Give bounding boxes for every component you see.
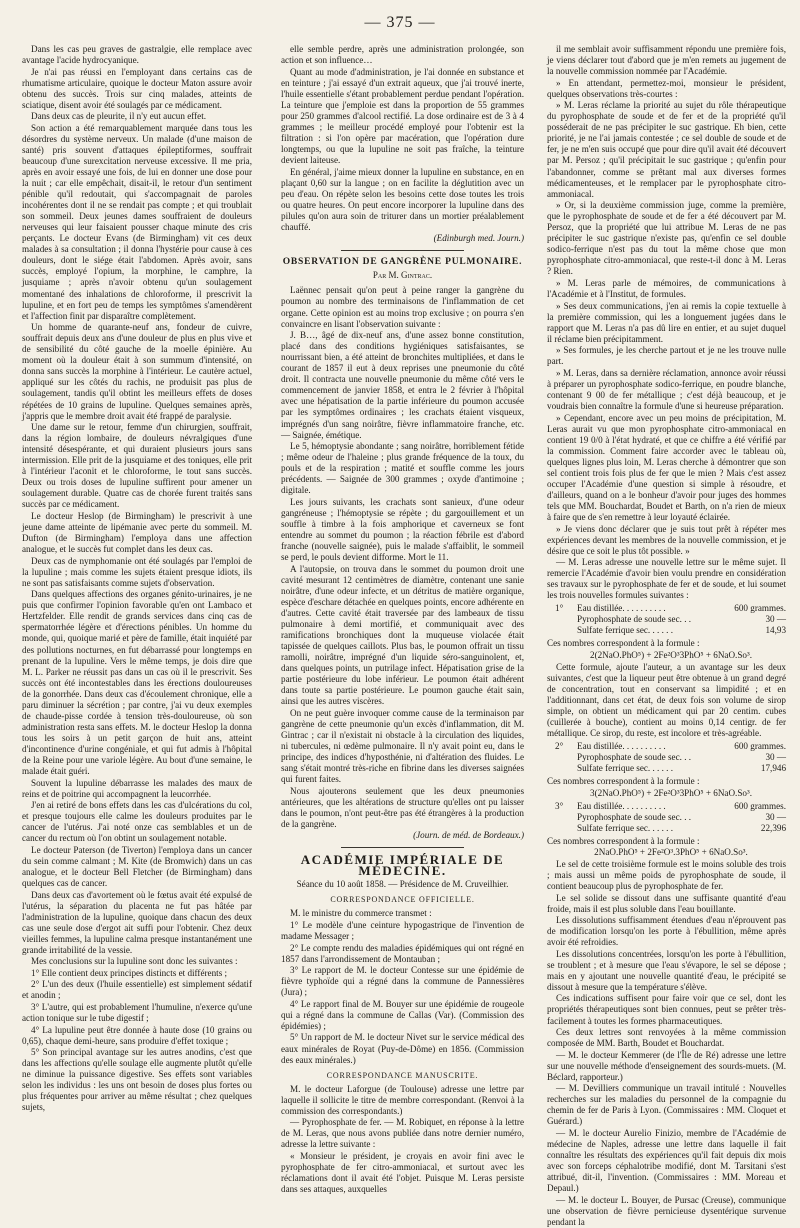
recipe-row — [555, 625, 786, 636]
paragraph: J. B…, âgé de dix-neuf ans, d'une assez bonne constitution, placé dans des conditions hygiéniques satisfaisantes, se nourrissant bien, a été atteint de bronchites multipliées, et dans le courant de 1857 il eut à deux reprises une pneumonie du côté droit. Il contracta une nouvelle pneumonie du même côté vers le commencement de janvier 1858, et entra le 2 février à l'hôpital avec une hépatisation de la partie inférieure du poumon accusée par les symptômes ordinaires ; les crachats étaient visqueux, imprégnés d'un sang noirâtre, fièvre inflammatoire franche, etc. — Saignée, émétique. — [281, 330, 524, 440]
paragraph: Souvent la lupuline débarrasse les malades des maux de reins et de poitrine qui accompagnent la leucorrhée. — [22, 777, 252, 799]
correspondence-item: « Monsieur le président, je croyais en avoir fini avec le pyrophosphate de fer citro-ammoniacal, et surtout avec les réclamations dont il avait été l'objet. Puisque M. Leras persiste dans ses attaques, auxquelles — [281, 1150, 524, 1195]
formula-recipe — [555, 801, 786, 834]
leras-letter-continued — [547, 859, 786, 1228]
conclusion-item: 5° Son principal avantage sur les autres anodins, c'est que dans les affections qu'elle soulage elle augmente plutôt qu'elle ne diminue la puissance digestive. Ses effets sont variables selon les individus : les uns ont besoin de doses plus fortes ou plus fréquentes pour arriver au même résultat ; chez quelques sujets, — [22, 1047, 252, 1113]
paragraph: » Ses deux communications, j'en ai remis la copie textuelle à la première commission, qui les a longuement jugées dans le rapport que M. Leras n'a pas dû lire en entier, et au sujet duquel il réclame bien précipitamment. — [547, 300, 786, 344]
page-number: — 375 — — [364, 14, 436, 31]
conclusions-list — [22, 968, 252, 1114]
paragraph: » En attendant, permettez-moi, monsieur le président, quelques observations très-courtes : — [547, 77, 786, 99]
paragraph: Le docteur Heslop (de Birmingham) le prescrivit à une jeune dame atteinte de lipémanie avec perte du sommeil. M. Dufton (de Birmingham) l'employa dans une affection analogue, et le succès fut complet dans les deux cas. — [22, 510, 252, 555]
paragraph: Quant au mode d'administration, je l'ai donnée en substance et en teinture ; j'ai essayé d'un extrait aqueux, que j'ai trouvé inerte, l'huile essentielle s'étant probablement perdue pendant l'opération. La teinture que j'emploie est dans la proportion de 55 grammes pour 250 grammes d'alcool rectifié. La dose ordinaire est de 3 à 4 grammes ; le meilleur procédé employé pour l'obtenir est la filtration : si l'on opère par macération, que l'opération dure longtemps, ou que la lupuline ne soit pas fraîche, la teinture devient laiteuse. — [281, 66, 524, 165]
paragraph: Je n'ai pas réussi en l'employant dans certains cas de rhumatisme articulaire, quoique le docteur Maton assure avoir obtenu des succès. Trois sur cinq malades, atteints de sciatique, disent avoir été soulagés par ce médicament. — [22, 66, 252, 110]
seance-line: Séance du 10 août 1858. — Présidence de M. Cruveilhier. — [296, 879, 509, 890]
correspondence-item: M. le ministre du commerce transmet : — [290, 908, 432, 919]
left-paragraphs — [22, 44, 252, 967]
ingredient: Pyrophosphate de soude sec. . . — [577, 614, 692, 625]
paragraph: » Ses formules, je les cherche partout et je ne les trouve nulle part. — [547, 345, 786, 367]
paragraph: Dans quelques affections des organes génito-urinaires, je ne puis que confirmer l'opinion favorable qu'en ont Lambaco et Hertzfelder. Elle rendit de grands services dans cinq cas de spermatorrhée légère et d'érections pénibles. Un homme du monde, qui, quoique marié et père de famille, était inquiété par des pollutions nocturnes, en fut débarrassé pour longtemps en prenant de la lupuline. Vers le même temps, je dois dire que M. L. Parker ne réussit pas dans un cas où il le prescrivit. Ses succès ont été incontestables dans les érections douloureuses de la gonorrhée. Dans deux cas d'écoulement chronique, elle a paru diminuer la sécrétion ; par contre, j'ai vu deux exemples de chaude-pisse cordée à tension très-douloureuse, où son administration resta sans effets. M. le docteur Heslop la donna tous les soirs à un petit garçon de huit ans, atteint d'incontinence d'urine congéniale, et qui fut admis à l'hôpital de la Reine pour une variole légère. Au bout d'une semaine, le malade était guéri. — [22, 589, 252, 777]
paragraph: il me semblait avoir suffisamment répondu une première fois, je viens déclarer tout d'abord que je m'en remets au jugement de la nouvelle commission nommée par l'Académie. — [547, 44, 786, 77]
paragraph: Deux cas de nymphomanie ont été soulagés par l'emploi de la lupuline ; mais comme les sujets étaient presque idiots, ils ne sont pas satisfaisants comme sujets d'observation. — [22, 555, 252, 588]
correspondence-item: 5° Un rapport de M. le docteur Nivet sur le service médical des eaux minérales de Royat (Puy-de-Dôme) en 1856. (Commission des eaux minérales.) — [281, 1032, 524, 1065]
manuscript-correspondence — [281, 1084, 524, 1195]
ingredient: Sulfate ferrique sec. . . . . . — [577, 822, 674, 833]
ingredient: Eau distillée. . . . . . . . . . — [577, 800, 666, 811]
recipe-row — [555, 603, 786, 614]
ingredient: Eau distillée. . . . . . . . . . — [577, 603, 666, 614]
paragraph: » Or, si la deuxième commission juge, comme la première, que le pyrophosphate de soude et de fer a été découvert par M. Persoz, que la propriété que lui attribue M. Leras de ne pas précipiter le suc gastrique n'existe pas, qu'enfin ce sel double sodico-ferrique n'est pas du tout la même chose que mon pyrophosphate citro-ammoniacal, que reste-t-il donc à M. Leras ? Rien. — [547, 200, 786, 277]
subsection-heading: CORRESPONDANCE OFFICIELLE. — [330, 895, 475, 905]
conclusion-item: 3° L'autre, qui est probablement l'humuline, n'exerce qu'une action tonique sur le tube digestif ; — [22, 1002, 252, 1024]
correspondence-item: 4° Le rapport final de M. Bouyer sur une épidémie de rougeole qui a régné dans la commune de Callas (Var). (Commission des épidémies) ; — [281, 998, 524, 1031]
academy-heading: ACADÉMIE IMPÉRIALE DE MÉDECINE. — [300, 852, 505, 879]
paragraph: En général, j'aime mieux donner la lupuline en substance, en en plaçant 0,60 sur la langue ; on en facilite la déglutition avec un peu d'eau. On répète selon les besoins cette dose toutes les trois ou quatre heures. On peut encore incorporer la lupuline dans des pilules qu'on aura soin de triturer dans un mortier préalablement chauffé. — [281, 166, 524, 232]
paragraph: Laënnec pensait qu'on peut à peine ranger la gangrène du poumon au nombre des terminaisons de l'inflammation de cet organe. Cette opinion est au moins trop exclusive ; on pourra s'en convaincre en lisant l'observation suivante : — [281, 285, 524, 329]
paragraph: » M. Leras réclame la priorité au sujet du rôle thérapeutique du pyrophosphate de soude et de fer et de la propriété qu'il posséderait de ne pas précipiter le suc gastrique. Eh bien, cette priorité, je ne l'ai jamais contestée ; ce sel double de soude et de fer, je ne m'en suis occupé que pour dire qu'il avait été découvert par M. Persoz ; qu'il précipitait le suc gastrique ; qu'enfin pour l'abandonner, comme se prêtant mal aux diverses formes médicamenteuses, et le remplacer par le pyrophosphate citro-ammoniacal. — [547, 100, 786, 199]
paragraph: Le 5, hémoptysie abondante ; sang noirâtre, horriblement fétide ; même odeur de l'haleine ; plus grande fréquence de la toux, du pouls et de la respiration ; matité et souffle comme les jours précédents. — Saignée de 300 grammes ; oxyde d'antimoine ; digitale. — [281, 441, 524, 496]
quantity: 30 — — [765, 614, 786, 625]
right-column — [547, 44, 786, 1227]
formula-recipe — [555, 741, 786, 774]
chemical-formula: 2NaO.PhO⁵ + 2Fe²O³.3PhO⁵ + 6NaO.So³. — [594, 847, 748, 858]
correspondence-item: 1° Le modèle d'une ceinture hypogastrique de l'invention de madame Messager ; — [281, 920, 524, 942]
official-correspondence — [281, 908, 524, 1065]
section-divider — [341, 847, 464, 848]
paragraph: Le sel solide se dissout dans une suffisante quantité d'eau froide, mais il est plus soluble dans l'eau bouillante. — [547, 892, 786, 914]
paragraph: » Cependant, encore avec un peu moins de précipitation, M. Leras aurait vu que mon pyrophosphate citro-ammoniacal en contient 19 0/0 à l'état hydraté, et que ce chiffre a été vérifié par la commission. Comment faire accorder avec le tableau où, quelques lignes plus loin, M. Leras cherche à démontrer que son sel contient trois fois plus de fer que le mien ? Mais c'est assez occuper l'Académie d'une question si simple à résoudre, et d'ailleurs, quand on a le bonheur d'avoir pour juges des hommes tels que MM. Bouchardat, Boudet et Barth, on n'a rien de mieux à faire que de s'en remettre à leur loyauté éclairée. — [547, 412, 786, 522]
conclusion-item: 1° Elle contient deux principes distincts et différents ; — [31, 967, 228, 978]
paragraph: — M. le docteur Aurelio Finizio, membre de l'Académie de médecine de Naples, adresse une lettre dans laquelle il fait connaître les résultats des expériences qu'il fait depuis dix mois avec son forceps céphalotribe modifié, dont M. Tarsitani s'est attribué, dit-il, l'invention. (Commissaires : MM. Moreau et Depaul.) — [547, 1128, 786, 1194]
recipe-number: 1° — [555, 603, 564, 614]
paragraph: Dans les cas peu graves de gastralgie, elle remplace avec avantage l'acide hydrocyanique. — [22, 44, 252, 66]
source-citation: (Journ. de méd. de Bordeaux.) — [413, 830, 524, 841]
lupuline-article-end — [281, 44, 524, 233]
conclusion-item: 2° L'un des deux (l'huile essentielle) est simplement sédatif et anodin ; — [22, 979, 252, 1001]
paragraph: » M. Leras, dans sa dernière réclamation, annonce avoir réussi à préparer un pyrophosphate sodico-ferrique, en poudre blanche, contenant 9 00 de fer métallique ; c'est déjà beaucoup, et je voudrais bien connaître la formule d'une si heureuse préparation. — [547, 367, 786, 411]
paragraph: Une dame sur le retour, femme d'un chirurgien, souffrait, dans la région lombaire, de douleurs névralgiques d'une intensité désespérante, et qui duraient plusieurs jours sans intermission. Elle prit de la jusquiame et des toniques, elle prit à l'intérieur l'aconit et le chloroforme, le tout sans succès. Deux ou trois doses de lupuline suffirent pour amener un soulagement durable. Quatre cas de chorée furent traités sans succès par ce médicament. — [22, 422, 252, 510]
recipe-number: 2° — [555, 740, 564, 751]
paragraph: Ces indications suffisent pour faire voir que ce sel, dont les propriétés thérapeutiques sont bien connues, peut se prêter très-facilement à toutes les formes pharmaceutiques. — [547, 993, 786, 1026]
gangrene-observation — [281, 285, 524, 829]
paragraph: Mes conclusions sur la lupuline sont donc les suivantes : — [31, 956, 238, 967]
ingredient: Pyrophosphate de soude sec. . . — [577, 751, 692, 762]
quantity: 22,396 — [760, 822, 786, 833]
section-title: OBSERVATION DE GANGRÈNE PULMONAIRE. — [282, 257, 523, 268]
ingredient: Sulfate ferrique sec. . . . . . — [577, 625, 674, 636]
correspondence-item: — Pyrophosphate de fer. — M. Robiquet, en réponse à la lettre de M. Leras, que nous avons publiée dans notre dernier numéro, adresse la lettre suivante : — [281, 1117, 524, 1150]
chemical-formula: 3(2NaO.PhO⁵) + 2Fe²O³3PhO⁵ + 6NaO.So³. — [590, 787, 752, 798]
ingredient: Pyrophosphate de soude sec. . . — [577, 811, 692, 822]
paragraph: — M. Devilliers communique un travail intitulé : Nouvelles recherches sur les maladies du personnel de la compagnie du chemin de fer de Paris à Lyon. (Commissaires : MM. Cloquet et Guérard.) — [547, 1083, 786, 1127]
recipe-number: 3° — [555, 800, 564, 811]
robiquet-letter — [547, 44, 786, 601]
paragraph: Le docteur Paterson (de Tiverton) l'employa dans un cancer du sein comme calmant ; M. Kite (de Bromwich) dans un cas analogue, et le docteur Bell Fletcher (de Birmingham) dans quelques cas de cancer. — [22, 844, 252, 889]
recipe-row — [555, 763, 786, 774]
correspondence-item: 2° Le compte rendu des maladies épidémiques qui ont régné en 1857 dans l'arrondissement de Montauban ; — [281, 942, 524, 964]
paragraph: A l'autopsie, on trouva dans le sommet du poumon droit une cavité mesurant 12 centimètres de diamètre, contenant une sanie noirâtre, d'une odeur infecte, et un détritus de matière organique, espèce d'eschare détachée en quelques points, encore adhérente en d'autres. Cette cavité était traversée par des lambeaux de tissu pulmonaire à demi mortifié, et communiquait avec des ramifications bronchiques dont la muqueuse violacée était tapissée de quelques caillots. Plus bas, le poumon offrait un tissu ramolli, noirâtre, imprégné d'un liquide séro-sanguinolent, et, dans quelques points, un putrilage infect. Hépatisation grise de la partie postérieure du lobe inférieur. Le poumon était adhérent dans toute sa partie postérieure. Le poumon gauche était sain, ainsi que les autres viscères. — [281, 563, 524, 707]
formula-recipe — [555, 603, 786, 636]
recipe-row — [555, 614, 786, 625]
left-column — [22, 44, 252, 1168]
quantity: 14,93 — [765, 625, 786, 636]
formula-intro: Ces nombres correspondent à la formule : — [547, 776, 700, 787]
paragraph: Cette formule, ajoute l'auteur, a un avantage sur les deux suivantes, c'est que la liqueur peut être obtenue à un grand degré de concentration, tout en conservant sa limpidité ; et en l'additionnant, dans cet état, de deux fois son volume de sirop simple, on obtient un médicament qui par 20 centim. cubes (cuillerée à bouche), contient au moins 0,14 centigr. de fer métallique. Ce sirop, du reste, est incolore et très-agréable. — [547, 661, 786, 738]
paragraph: Les jours suivants, les crachats sont sanieux, d'une odeur gangréneuse ; l'hémoptysie se répète ; du gargouillement et un souffle à timbre à la fois amphorique et caverneux se font entendre au sommet du poumon ; la réaction fébrile est d'abord franche (nouvelle saignée), puis le malade s'affaiblit, le sommeil se perd, le pouls devient difforme. Mort le 11. — [281, 496, 524, 563]
section-divider — [341, 250, 464, 251]
paragraph: Un homme de quarante-neuf ans, fondeur de cuivre, souffrait depuis deux ans d'une douleur de plus en plus vive et de sensibilité du côté gauche de la moelle épinière. Au moment où la douleur était à son summum d'intensité, on donna sans succès la morphine à l'intérieur. Le cautère actuel, appliqué sur les côtés du rachis, ne produisit pas plus de soulagement, tandis qu'il obtint les meilleurs effets de doses répétées de 10 grains de lupuline. Quelques semaines après, j'appris que le membre droit avait été frappé de paralysie. — [22, 322, 252, 421]
recipe-row — [555, 741, 786, 752]
quantity: 600 grammes. — [734, 603, 786, 614]
quantity: 30 — — [765, 751, 786, 762]
quantity: 600 grammes. — [734, 740, 786, 751]
paragraph: — M. Leras adresse une nouvelle lettre sur le même sujet. Il remercie l'Académie d'avoir bien voulu prendre en considération ses travaux sur le pyrophosphate de fer et de soude, et lui soumet les trois nouvelles formules suivantes : — [547, 557, 786, 601]
paragraph: elle semble perdre, après une administration prolongée, son action et son influence… — [281, 44, 524, 66]
subsection-heading: CORRESPONDANCE MANUSCRITE. — [326, 1070, 479, 1080]
quantity: 17,946 — [760, 763, 786, 773]
recipe-row — [555, 823, 786, 834]
recipe-row — [555, 801, 786, 812]
section-author: Par M. Gintrac. — [372, 270, 433, 281]
paragraph: Le sel de cette troisième formule est le moins soluble des trois ; mais aussi un même poids de pyrophosphate de soude, il contient beaucoup plus de pyrophosphate de fer. — [547, 858, 786, 891]
paragraph: Les dissolutions concentrées, lorsqu'on les porte à l'ébullition, se troublent ; et à mesure que l'eau s'évapore, le sel se dépose ; mais en y ajoutant une nouvelle quantité d'eau, le précipité se dissout à mesure que la température s'élève. — [547, 948, 786, 992]
middle-column — [281, 44, 524, 1195]
paragraph: Les dissolutions suffisamment étendues d'eau n'éprouvent pas de modification lorsqu'on les porte à l'ébullition, même après avoir été refroidies. — [547, 915, 786, 948]
quantity: 600 grammes. — [734, 800, 786, 811]
paragraph: On ne peut guère invoquer comme cause de la terminaison par gangrène de cette pneumonie qu'un excès d'inflammation, dit M. Gintrac ; car il n'existait ni obstacle à la circulation des liquides, ni tubercules, ni œdème pulmonaire. Il n'y avait point eu, dans le principe, des indices d'hyposthénie, ni d'altération des fluides. Le sang s'était montré très-riche en fibrine dans les diverses saignées qui furent faites. — [281, 707, 524, 784]
paragraph: » Je viens donc déclarer que je suis tout prêt à répéter mes expériences devant les membres de la nouvelle commission, et je désire que ce soit le plus tôt possible. » — [547, 523, 786, 556]
paragraph: — M. le docteur L. Bouyer, de Pursac (Creuse), communique une observation de fièvre pernicieuse dysentérique survenue pendant la — [547, 1194, 786, 1227]
ingredient: Eau distillée. . . . . . . . . . — [577, 740, 666, 751]
paragraph: Dans deux cas d'avortement où le fœtus avait été expulsé de l'utérus, la séparation du placenta ne fut pas hâtée par l'administration de la lupuline, quoique dans chacun des deux cas une seule dose d'ergot ait suffi pour l'obtenir. Chez deux vieilles femmes, la lupuline calma presque instantanément une grande irritabilité de la vessie. — [22, 889, 252, 955]
quantity: 30 — — [765, 811, 786, 822]
paragraph: Ces deux lettres sont renvoyées à la même commission composée de MM. Barth, Boudet et Bouchardat. — [547, 1027, 786, 1049]
formula-intro: Ces nombres correspondent à la formule : — [547, 638, 700, 649]
recipe-row — [555, 812, 786, 823]
recipe-row — [555, 752, 786, 763]
paragraph: » M. Leras parle de mémoires, de communications à l'Académie et à l'Institut, de formules. — [547, 277, 786, 300]
formula-intro: Ces nombres correspondent à la formule : — [547, 835, 700, 846]
paragraph: J'en ai retiré de bons effets dans les cas d'ulcérations du col, et presque toujours elle calme les douleurs produites par le cancer de l'utérus. J'ai noté onze cas semblables et un de cancer du rectum où l'on obtint un soulagement notable. — [22, 800, 252, 844]
conclusion-item: 4° La lupuline peut être donnée à haute dose (10 grains ou 0,65), chaque demi-heure, sans produire d'effet toxique ; — [22, 1024, 252, 1046]
ingredient: Sulfate ferrique sec. . . . . . — [577, 763, 674, 773]
paragraph: Dans deux cas de pleurite, il n'y eut aucun effet. — [31, 111, 207, 122]
paragraph: Son action a été remarquablement marquée dans tous les désordres du système nerveux. Un malade (d'une maison de santé) pris souvent d'attaques épileptiformes, souffrait beaucoup d'une surexcitation nerveuse excessive. Il me pria, après en avoir essayé une fois, de lui en donner une dose pour la nuit ; car elle empêchait, disait-il, le retour d'un sentiment pénible qu'il redoutait, qui s'accompagnait de paroles incohérentes dont il ne se rendait pas compte ; et qui troublait son sommeil. Deux jeunes dames souffraient de douleurs nerveuses qui leur faisaient pousser chaque minute des cris perçants. Le docteur Evans (de Birmingham) vit ces deux malades à sa consultation ; il donna l'hystérie pour cause à ces douleurs, dont le siége était l'abdomen. Après avoir, sans succès, employé l'opium, la morphine, le camphre, la jusquiame ; après n'avoir obtenu qu'un soulagement momentané des inhalations de chloroforme, il prescrivit la lupuline, et en fort peu de temps les symptômes s'amendèrent et l'affection finit par disparaître complètement. — [22, 122, 252, 321]
paragraph: Nous ajouterons seulement que les deux pneumonies antérieures, que les altérations de structure qu'elles ont pu laisser dans le poumon, n'ont peut-être pas été étrangères à la production de la gangrène. — [281, 785, 524, 829]
paragraph: — M. le docteur Kemmerer (de l'Île de Ré) adresse une lettre sur une nouvelle méthode d'enseignement des sourds-muets. (M. Béclard, rapporteur.) — [547, 1049, 786, 1082]
chemical-formula: 2(2NaO.PhO⁵) + 2Fe²O³3PhO⁵ + 6NaO.So³. — [590, 650, 752, 661]
correspondence-item: 3° Le rapport de M. le docteur Contesse sur une épidémie de fièvre typhoïde qui a régné dans la commune de Pannessières (Jura) ; — [281, 965, 524, 998]
correspondence-item: M. le docteur Laforgue (de Toulouse) adresse une lettre par laquelle il sollicite le titre de membre correspondant. (Renvoi à la commission des correspondants.) — [281, 1083, 524, 1116]
source-citation: (Edinburgh med. Journ.) — [433, 233, 524, 244]
